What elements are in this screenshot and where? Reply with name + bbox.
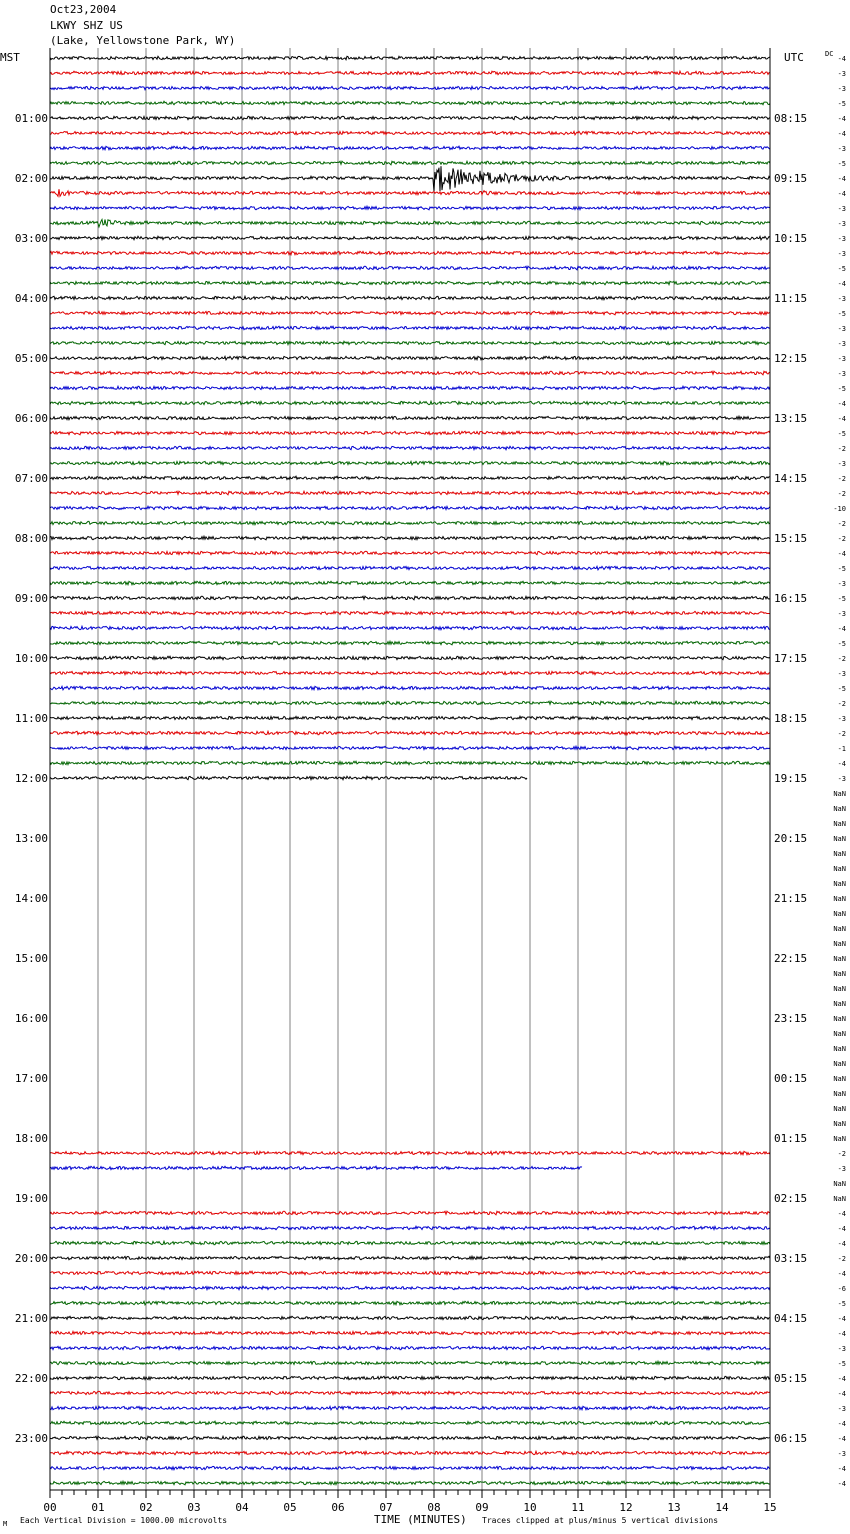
trace-line [50, 101, 770, 104]
footer-corner-mark: M [3, 1520, 8, 1528]
x-tick-label: 13 [667, 1501, 681, 1514]
trace-line [50, 1226, 770, 1229]
trace-line [50, 206, 770, 210]
trace-line [50, 326, 770, 329]
trace-line [50, 446, 770, 449]
trace-line [50, 311, 770, 315]
dc-offset-label: NaN [833, 1000, 846, 1008]
mst-hour-label: 17:00 [14, 1072, 48, 1085]
dc-offset-label: -4 [837, 280, 846, 288]
dc-offset-label: -4 [837, 1330, 846, 1338]
mst-hour-label: 22:00 [14, 1372, 48, 1385]
trace-line [50, 1271, 770, 1274]
utc-hour-label: 06:15 [774, 1432, 808, 1445]
dc-offset-label: -2 [837, 730, 846, 738]
mst-hour-label: 07:00 [14, 472, 48, 485]
mst-hour-label: 06:00 [14, 412, 48, 425]
trace-line [50, 71, 770, 75]
dc-offset-label: -5 [837, 160, 846, 168]
trace-line [50, 1331, 770, 1334]
dc-offset-label: NaN [833, 970, 846, 978]
mst-hour-labels [15, 112, 48, 1445]
trace-line [50, 1421, 770, 1424]
mst-hour-label: 19:00 [14, 1192, 48, 1205]
station-code: LKWY SHZ US [50, 19, 123, 32]
dc-offset-label: -5 [837, 310, 846, 318]
x-tick-label: 15 [763, 1501, 777, 1514]
dc-offset-label: -2 [837, 520, 846, 528]
trace-line [50, 341, 770, 344]
dc-offset-label: -5 [837, 1360, 846, 1368]
seismic-traces [50, 56, 770, 1485]
mst-hour-label: 11:00 [14, 712, 48, 725]
mst-hour-label: 16:00 [14, 1012, 48, 1025]
dc-offset-label: -5 [837, 640, 846, 648]
utc-hour-label: 02:15 [774, 1192, 808, 1205]
trace-line [50, 166, 770, 191]
mst-hour-label: 15:00 [14, 952, 48, 965]
dc-offset-label: -5 [837, 385, 846, 393]
x-tick-label: 12 [619, 1501, 633, 1514]
trace-line [50, 431, 770, 435]
trace-line [50, 536, 770, 540]
dc-offset-label: NaN [833, 895, 846, 903]
dc-offset-label: -3 [837, 610, 846, 618]
trace-line [50, 266, 770, 270]
trace-line [50, 1151, 770, 1155]
utc-hour-label: 03:15 [774, 1252, 808, 1265]
trace-line [50, 611, 770, 614]
mst-axis-label: MST [0, 51, 20, 64]
dc-offset-label: -10 [833, 505, 846, 513]
trace-line [50, 776, 527, 779]
dc-offset-label: NaN [833, 925, 846, 933]
trace-line [50, 386, 770, 389]
utc-hour-label: 05:15 [774, 1372, 808, 1385]
x-tick-label: 02 [139, 1501, 153, 1514]
dc-offset-label: -3 [837, 670, 846, 678]
dc-offset-label: NaN [833, 1105, 846, 1113]
mst-hour-label: 05:00 [14, 352, 48, 365]
dc-column-header: DC [825, 50, 834, 58]
trace-line [50, 1316, 770, 1320]
dc-offset-label: -3 [837, 775, 846, 783]
dc-offset-label: -3 [837, 1450, 846, 1458]
trace-line [50, 746, 770, 750]
dc-offset-label: NaN [833, 820, 846, 828]
utc-hour-label: 20:15 [774, 832, 808, 845]
dc-offset-label: -4 [837, 1315, 846, 1323]
dc-offset-label: -1 [837, 745, 846, 753]
dc-offset-label: -4 [837, 400, 846, 408]
mst-hour-label: 13:00 [14, 832, 48, 845]
mst-hour-label: 04:00 [14, 292, 48, 305]
dc-offset-label: NaN [833, 865, 846, 873]
dc-offset-label: -4 [837, 625, 846, 633]
dc-offset-label: -3 [837, 220, 846, 228]
trace-line [50, 1211, 770, 1215]
dc-offset-label: NaN [833, 1090, 846, 1098]
dc-offset-label: -6 [837, 1285, 846, 1293]
trace-line [50, 236, 770, 240]
trace-line [50, 86, 770, 89]
mst-hour-label: 12:00 [14, 772, 48, 785]
dc-offset-labels [833, 55, 846, 1488]
mst-hour-label: 20:00 [14, 1252, 48, 1265]
x-tick-label: 01 [91, 1501, 105, 1514]
dc-offset-label: -2 [837, 445, 846, 453]
dc-offset-label: NaN [833, 850, 846, 858]
dc-offset-label: NaN [833, 1030, 846, 1038]
dc-offset-label: NaN [833, 805, 846, 813]
dc-offset-label: NaN [833, 985, 846, 993]
trace-line [50, 220, 770, 227]
mst-hour-label: 21:00 [14, 1312, 48, 1325]
dc-offset-label: NaN [833, 1195, 846, 1203]
trace-line [50, 701, 770, 705]
mst-hour-label: 18:00 [14, 1132, 48, 1145]
utc-hour-label: 09:15 [774, 172, 808, 185]
dc-offset-label: -3 [837, 460, 846, 468]
trace-line [50, 281, 770, 284]
trace-line [50, 1361, 770, 1365]
trace-line [50, 251, 770, 255]
dc-offset-label: NaN [833, 835, 846, 843]
trace-line [50, 596, 770, 600]
utc-hour-labels [774, 112, 807, 1445]
dc-offset-label: -4 [837, 1225, 846, 1233]
dc-offset-label: -5 [837, 685, 846, 693]
trace-line [50, 1286, 770, 1289]
trace-line [50, 1241, 770, 1244]
mst-hour-label: 02:00 [14, 172, 48, 185]
trace-line [50, 1301, 770, 1305]
x-axis-title: TIME (MINUTES) [374, 1513, 467, 1526]
trace-line [50, 1481, 770, 1485]
dc-offset-label: -3 [837, 340, 846, 348]
x-tick-label: 09 [475, 1501, 489, 1514]
dc-offset-label: -3 [837, 145, 846, 153]
trace-line [50, 1466, 770, 1469]
dc-offset-label: -4 [837, 115, 846, 123]
utc-hour-label: 08:15 [774, 112, 808, 125]
x-axis-ticks [43, 1490, 776, 1514]
dc-offset-label: NaN [833, 1135, 846, 1143]
dc-offset-label: -5 [837, 595, 846, 603]
trace-line [50, 116, 770, 119]
trace-line [50, 476, 770, 479]
dc-offset-label: -3 [837, 70, 846, 78]
trace-line [50, 146, 770, 150]
utc-hour-label: 15:15 [774, 532, 808, 545]
station-location: (Lake, Yellowstone Park, WY) [50, 34, 236, 47]
dc-offset-label: NaN [833, 880, 846, 888]
mst-hour-label: 08:00 [14, 532, 48, 545]
dc-offset-label: -3 [837, 355, 846, 363]
dc-offset-label: -4 [837, 1465, 846, 1473]
mst-hour-label: 09:00 [14, 592, 48, 605]
dc-offset-label: -4 [837, 55, 846, 63]
footer-scale-note: Each Vertical Division = 1000.00 microvolts [20, 1516, 228, 1525]
footer-clip-note: Traces clipped at plus/minus 5 vertical divisions [482, 1516, 719, 1525]
trace-line [50, 626, 770, 629]
trace-line [50, 1256, 770, 1260]
dc-offset-label: -4 [837, 1270, 846, 1278]
dc-offset-label: -3 [837, 85, 846, 93]
utc-hour-label: 23:15 [774, 1012, 808, 1025]
trace-line [50, 656, 770, 659]
x-tick-label: 14 [715, 1501, 729, 1514]
dc-offset-label: -5 [837, 1300, 846, 1308]
trace-line [50, 296, 770, 299]
trace-line [50, 686, 770, 690]
trace-line [50, 131, 770, 135]
dc-offset-label: -3 [837, 325, 846, 333]
station-date: Oct23,2004 [50, 3, 117, 16]
x-tick-label: 10 [523, 1501, 537, 1514]
trace-line [50, 506, 770, 509]
dc-offset-label: -3 [837, 1405, 846, 1413]
dc-offset-label: NaN [833, 1075, 846, 1083]
trace-line [50, 461, 770, 465]
mst-hour-label: 14:00 [14, 892, 48, 905]
dc-offset-label: -3 [837, 580, 846, 588]
dc-offset-label: NaN [833, 910, 846, 918]
dc-offset-label: -4 [837, 415, 846, 423]
trace-line [50, 371, 770, 375]
trace-line [50, 716, 770, 719]
dc-offset-label: NaN [833, 1045, 846, 1053]
dc-offset-label: -3 [837, 235, 846, 243]
dc-offset-label: NaN [833, 790, 846, 798]
trace-line [50, 1391, 770, 1394]
trace-line [50, 1451, 770, 1454]
utc-hour-label: 14:15 [774, 472, 808, 485]
trace-line [50, 1406, 770, 1410]
utc-axis-label: UTC [784, 51, 804, 64]
utc-hour-label: 21:15 [774, 892, 808, 905]
dc-offset-label: NaN [833, 955, 846, 963]
trace-line [50, 671, 770, 674]
dc-offset-label: NaN [833, 1015, 846, 1023]
utc-hour-label: 01:15 [774, 1132, 808, 1145]
trace-line [50, 641, 770, 645]
dc-offset-label: -4 [837, 1210, 846, 1218]
utc-hour-label: 11:15 [774, 292, 808, 305]
x-tick-label: 08 [427, 1501, 441, 1514]
dc-offset-label: -5 [837, 100, 846, 108]
dc-offset-label: -3 [837, 1345, 846, 1353]
dc-offset-label: -5 [837, 565, 846, 573]
dc-offset-label: -3 [837, 370, 846, 378]
trace-line [50, 761, 770, 764]
utc-hour-label: 00:15 [774, 1072, 808, 1085]
dc-offset-label: -4 [837, 550, 846, 558]
dc-offset-label: -4 [837, 1375, 846, 1383]
x-tick-label: 05 [283, 1501, 297, 1514]
trace-line [50, 189, 770, 196]
trace-line [50, 56, 770, 59]
dc-offset-label: -2 [837, 700, 846, 708]
dc-offset-label: -4 [837, 1480, 846, 1488]
utc-hour-label: 04:15 [774, 1312, 808, 1325]
dc-offset-label: -4 [837, 760, 846, 768]
trace-line [50, 551, 770, 554]
trace-line [50, 491, 770, 495]
trace-line [50, 1436, 770, 1440]
dc-offset-label: -4 [837, 1435, 846, 1443]
dc-offset-label: -2 [837, 475, 846, 483]
x-tick-label: 03 [187, 1501, 201, 1514]
dc-offset-label: -4 [837, 1420, 846, 1428]
trace-line [50, 401, 770, 404]
dc-offset-label: -4 [837, 1390, 846, 1398]
utc-hour-label: 12:15 [774, 352, 808, 365]
trace-line [50, 581, 770, 585]
mst-hour-label: 03:00 [14, 232, 48, 245]
x-tick-label: 06 [331, 1501, 345, 1514]
dc-offset-label: -3 [837, 715, 846, 723]
utc-hour-label: 17:15 [774, 652, 808, 665]
utc-hour-label: 10:15 [774, 232, 808, 245]
x-tick-label: 07 [379, 1501, 393, 1514]
trace-line [50, 1346, 770, 1349]
x-tick-label: 11 [571, 1501, 585, 1514]
dc-offset-label: -5 [837, 430, 846, 438]
trace-line [50, 1166, 582, 1169]
dc-offset-label: -3 [837, 250, 846, 258]
utc-hour-label: 22:15 [774, 952, 808, 965]
utc-hour-label: 16:15 [774, 592, 808, 605]
dc-offset-label: -2 [837, 490, 846, 498]
mst-hour-label: 23:00 [14, 1432, 48, 1445]
dc-offset-label: -4 [837, 175, 846, 183]
dc-offset-label: NaN [833, 940, 846, 948]
dc-offset-label: -5 [837, 265, 846, 273]
dc-offset-label: -4 [837, 190, 846, 198]
trace-line [50, 1376, 770, 1379]
dc-offset-label: NaN [833, 1180, 846, 1188]
mst-hour-label: 01:00 [14, 112, 48, 125]
trace-line [50, 161, 770, 165]
dc-offset-label: NaN [833, 1060, 846, 1068]
trace-line [50, 731, 770, 734]
utc-hour-label: 19:15 [774, 772, 808, 785]
trace-line [50, 521, 770, 524]
utc-hour-label: 18:15 [774, 712, 808, 725]
dc-offset-label: -2 [837, 655, 846, 663]
utc-hour-label: 13:15 [774, 412, 808, 425]
mst-hour-label: 10:00 [14, 652, 48, 665]
dc-offset-label: -3 [837, 205, 846, 213]
dc-offset-label: -2 [837, 1150, 846, 1158]
dc-offset-label: -3 [837, 295, 846, 303]
x-tick-label: 00 [43, 1501, 57, 1514]
dc-offset-label: -4 [837, 1240, 846, 1248]
trace-line [50, 416, 770, 419]
dc-offset-label: -4 [837, 130, 846, 138]
dc-offset-label: -3 [837, 1165, 846, 1173]
dc-offset-label: NaN [833, 1120, 846, 1128]
trace-line [50, 356, 770, 360]
x-tick-label: 04 [235, 1501, 249, 1514]
trace-line [50, 566, 770, 570]
dc-offset-label: -2 [837, 535, 846, 543]
dc-offset-label: -2 [837, 1255, 846, 1263]
